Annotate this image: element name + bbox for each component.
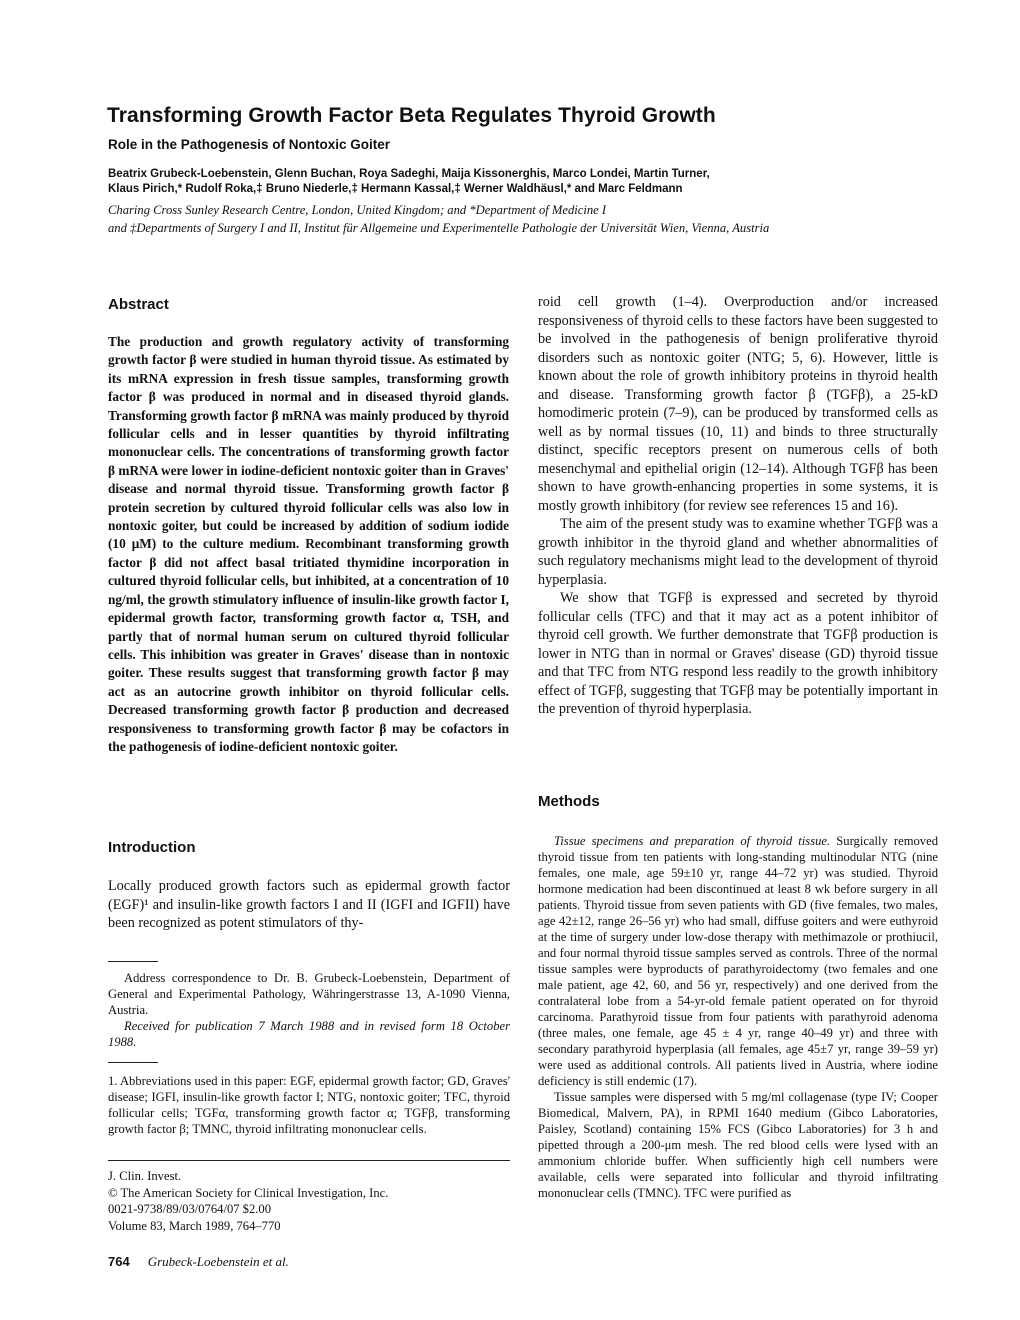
article-title: Transforming Growth Factor Beta Regulates Thyroid Growth [107,104,716,127]
abstract-text: The production and growth regulatory activity of transforming growth factor β were studied in human thyroid tissue. As estimated by its mRNA expression in fresh tissue samples, transforming growth factor β was produced in normal and in diseased thyroid glands. Transforming growth factor β mRNA was mainly produced by thyroid follicular cells and in lesser quantities by thyroid infiltrating mononuclear cells. The concentrations of transforming growth factor β mRNA were lower in iodine-deficient nontoxic goiter than in Graves' disease and normal thyroid tissue. Transforming growth factor β protein secretion by cultured thyroid follicular cells was also low in nontoxic goiter, but could be increased by addition of sodium iodide (10 μM) to the culture medium. Recombinant transforming growth factor β did not affect basal tritiated thymidine incorporation in cultured thyroid follicular cells, but inhibited, at a concentration of 10 ng/ml, the growth stimulatory influence of insulin-like growth factor I, epidermal growth factor, transforming growth factor α, TSH, and partly that of normal human serum on cultured thyroid follicular cells. This inhibition was greater in Graves' disease than in nontoxic goiter. These results suggest that transforming growth factor β may act as an autocrine growth inhibitor on thyroid follicular cells. Decreased transforming growth factor β production and decreased responsiveness to transforming growth factor β may be cofactors in the pathogenesis of iodine-deficient nontoxic goiter. [108,334,509,754]
received-dates: Received for publication 7 March 1988 and in revised form 18 October 1988. [108,1019,510,1049]
methods-text [538,833,938,1201]
footnote-divider [108,961,158,962]
intro-paragraph-1: roid cell growth (1–4). Overproduction and/or increased responsiveness of thyroid cells to these factors have been suggested to be involved in the pathogenesis of benign proliferative thyroid disorders such as nontoxic goiter (NTG; 5, 6). However, little is known about the role of growth inhibitory proteins in thyroid health and disease. Transforming growth factor β (TGFβ), a 25-kD homodimeric protein (7–9), can be produced by transformed cells as well as by normal tissues (10, 11) and binds to three structurally distinct, specific receptors present on numerous cells of both mesenchymal and epithelial origin (12–14). Although TGFβ has been shown to have growth-enhancing properties in some systems, it is mostly growth inhibitory (for review see references 15 and 16). [538,294,938,514]
introduction-text: Locally produced growth factors such as epidermal growth factor (EGF)¹ and insulin-like growth factors I and II (IGFI and IGFII) have been recognized as potent stimulators of thy- [108,878,510,931]
methods-paragraph-1-text: Surgically removed thyroid tissue from ten patients with long-standing multinodular NTG (nine females, one male, age 59±10 yr, range 44–72 yr) was studied. Thyroid hormone medication had been discontinued at least 8 wk before surgery in all patients. Thyroid tissue from seven patients with GD (five females, two males, age 42±12, range 26–56 yr) who had small, diffuse goiters and were euthyroid at the time of surgery under low-dose therapy with methimazole or prothiucil, and four normal thyroid tissue samples served as controls. Three of the normal tissue samples were byproducts of parathyroidectomy (two females and one male patient, age 42, 60, and 56 yr, respectively) and one derived from the contralateral lobe from a 54-yr-old female patient operated on for thyroid carcinoma. Parathyroid tissue from four patients with parathyroid adenoma (three males, one female, age 45 ± 4 yr, range 40–49 yr) and three with secondary parathyroid hyperplasia (all females, age 45±7 yr, range 39–59 yr) were used as additional controls. All patients lived in Austria, where iodine deficiency is still endemic (17). [538,834,938,1088]
introduction-heading: Introduction [108,839,196,856]
journal-name: J. Clin. Invest. [108,1169,182,1183]
introduction-continued [538,293,938,719]
correspondence-address: Address correspondence to Dr. B. Grubeck-Loebenstein, Department of General and Experimental Pathology, Währingerstrasse 13, A-1090 Vienna, Austria. [108,971,510,1017]
publication-info [108,1168,510,1234]
affiliation-line-2: and ‡Departments of Surgery I and II, Institut für Allgemeine und Experimentelle Pathologie der Universität Wien, Vienna, Austria [108,221,770,235]
author-list [108,167,928,197]
intro-paragraph-3: We show that TGFβ is expressed and secreted by thyroid follicular cells (TFC) and that it may act as a potent inhibitor of thyroid cell growth. We further demonstrate that TGFβ production is lower in NTG than in normal or Graves' disease (GD) thyroid tissue and that TFC from NTG respond less readily to the growth inhibitory effect of TGFβ, suggesting that TGFβ may be potentially important in the prevention of thyroid hyperplasia. [538,590,938,717]
footnote-divider-2 [108,1062,158,1063]
copyright-line: © The American Society for Clinical Investigation, Inc. [108,1185,389,1200]
methods-paragraph-2: Tissue samples were dispersed with 5 mg/ml collagenase (type IV; Cooper Biomedical, Malvern, PA), in RPMI 1640 medium (Gibco Laboratories, Paisley, Scotland) containing 15% FCS (Gibco Laboratories) for 3 h and pipetted through a 200-μm mesh. The red blood cells were lysed with an ammonium chloride buffer. When sufficiently high cell numbers were available, cells were separated into follicular and thyroid infiltrating mononuclear cells (TMNC). TFC were purified as [538,1090,938,1200]
volume-line: Volume 83, March 1989, 764–770 [108,1218,281,1233]
methods-paragraph-1 [538,833,938,1089]
running-head: Grubeck-Loebenstein et al. [147,1254,289,1269]
page-number: 764 [108,1254,130,1269]
affiliation-line-1: Charing Cross Sunley Research Centre, London, United Kingdom; and *Department of Medicine I [108,203,607,217]
methods-heading: Methods [538,793,600,810]
abbreviations-footnote: 1. Abbreviations used in this paper: EGF, epidermal growth factor; GD, Graves' disease; IGFI, insulin-like growth factor I; NTG, nontoxic goiter; TFC, thyroid follicular cells; TGFα, transforming growth factor α; TGFβ, transforming growth factor β; TMNC, thyroid infiltrating mononuclear cells. [108,1074,510,1136]
methods-subheading: Tissue specimens and preparation of thyroid tissue. [554,834,831,848]
article-code: 0021-9738/89/03/0764/07 $2.00 [108,1202,272,1216]
authors-line-1: Beatrix Grubeck-Loebenstein, Glenn Buchan, Roya Sadeghi, Maija Kissonerghis, Marco Londei, Martin Turner, [108,168,710,180]
intro-paragraph-2: The aim of the present study was to examine whether TGFβ was a growth inhibitor in the thyroid gland and whether abnormalities of such regulatory mechanisms might lead to the development of thyroid hyperplasia. [538,516,938,588]
publication-divider [108,1160,510,1161]
authors-line-2: Klaus Pirich,* Rudolf Roka,‡ Bruno Niederle,‡ Hermann Kassal,‡ Werner Waldhäusl,* and Marc Feldmann [108,183,683,195]
abstract-heading: Abstract [108,296,169,313]
correspondence-footnote [108,970,510,1050]
affiliations [108,201,948,237]
article-subtitle: Role in the Pathogenesis of Nontoxic Goiter [108,137,391,152]
page-footer [108,1254,289,1270]
